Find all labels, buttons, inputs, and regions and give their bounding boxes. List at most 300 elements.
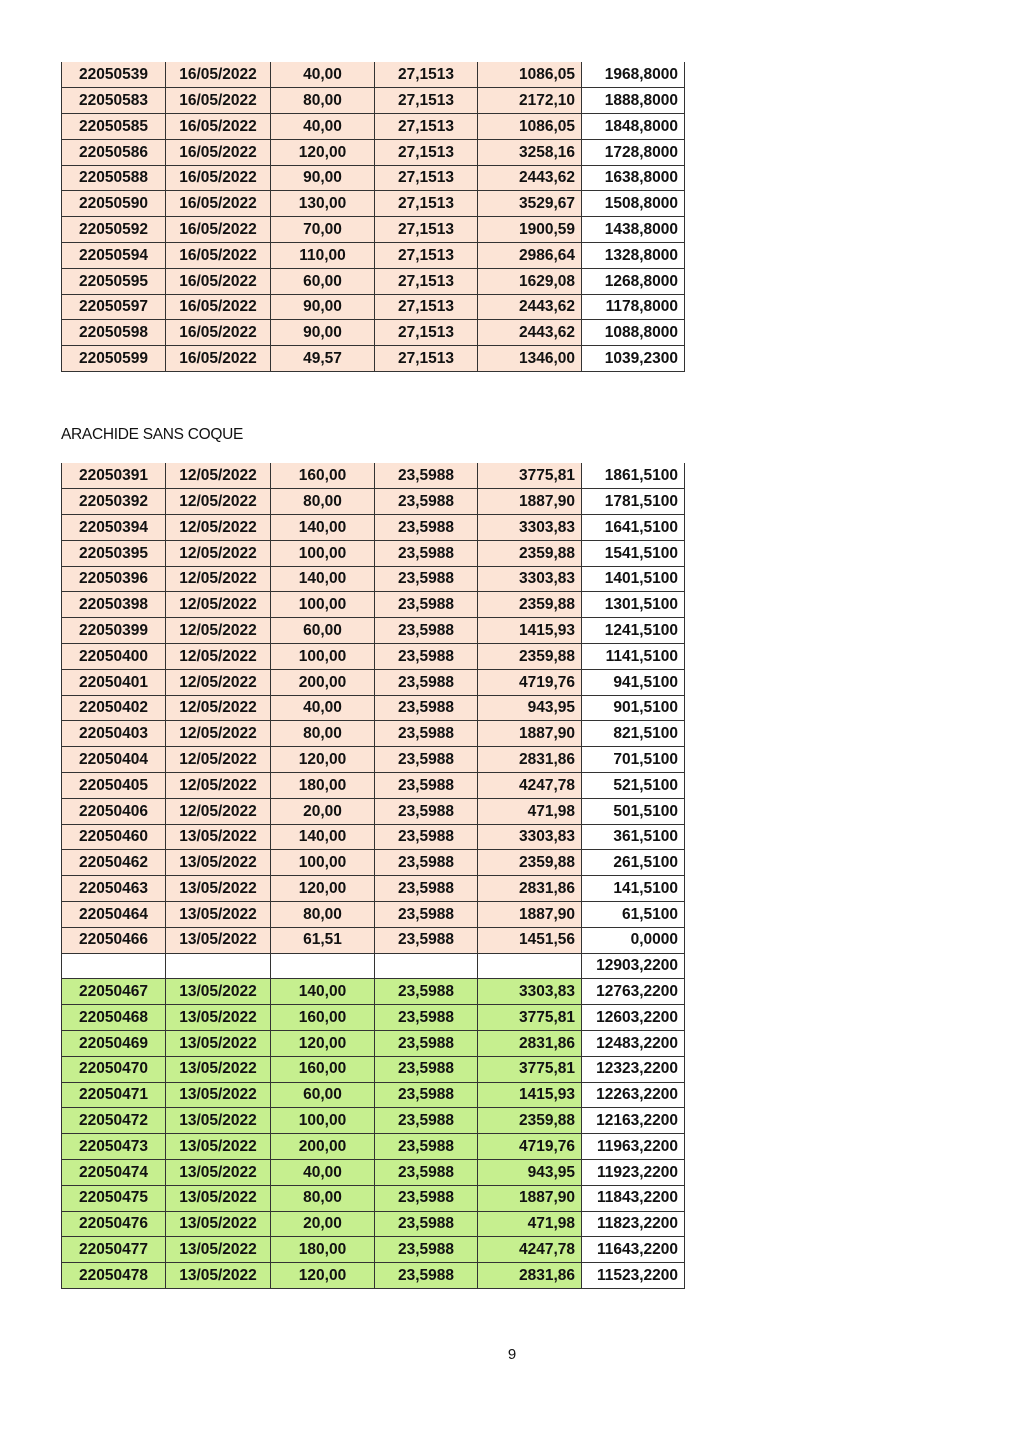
cell-balance: 11923,2200 — [582, 1160, 685, 1186]
cell-amount: 3303,83 — [478, 566, 582, 592]
cell-amount: 471,98 — [478, 1211, 582, 1237]
table-row — [62, 88, 685, 114]
table-row — [62, 191, 685, 217]
cell-date: 13/05/2022 — [166, 1237, 271, 1263]
cell-date: 13/05/2022 — [166, 1134, 271, 1160]
cell-lot-number: 22050394 — [62, 515, 166, 541]
cell-unit-price: 23,5988 — [375, 515, 478, 541]
cell-amount: 1086,05 — [478, 62, 582, 88]
cell-unit-price: 27,1513 — [375, 191, 478, 217]
cell-unit-price: 27,1513 — [375, 243, 478, 269]
table-row — [62, 566, 685, 592]
cell-date: 13/05/2022 — [166, 1031, 271, 1057]
table-row — [62, 721, 685, 747]
cell-amount: 2831,86 — [478, 747, 582, 773]
cell-date: 13/05/2022 — [166, 1211, 271, 1237]
cell-quantity: 90,00 — [271, 320, 375, 346]
table-row — [62, 1237, 685, 1263]
cell-balance: 1861,5100 — [582, 463, 685, 489]
cell-date: 13/05/2022 — [166, 1185, 271, 1211]
cell-quantity: 20,00 — [271, 1211, 375, 1237]
cell-quantity: 40,00 — [271, 695, 375, 721]
cell-date: 12/05/2022 — [166, 747, 271, 773]
cell-amount: 2443,62 — [478, 165, 582, 191]
cell-unit-price: 23,5988 — [375, 1185, 478, 1211]
cell-quantity: 140,00 — [271, 979, 375, 1005]
cell-balance: 141,5100 — [582, 876, 685, 902]
cell-unit-price: 23,5988 — [375, 979, 478, 1005]
table-row — [62, 489, 685, 515]
cell-date: 16/05/2022 — [166, 268, 271, 294]
cell-quantity: 49,57 — [271, 346, 375, 372]
cell-quantity: 60,00 — [271, 1082, 375, 1108]
table-row — [62, 294, 685, 320]
cell-amount: 1887,90 — [478, 489, 582, 515]
cell-unit-price: 27,1513 — [375, 139, 478, 165]
cell-date: 12/05/2022 — [166, 618, 271, 644]
cell-quantity: 60,00 — [271, 618, 375, 644]
cell-lot-number: 22050405 — [62, 773, 166, 799]
cell-amount: 1451,56 — [478, 927, 582, 953]
cell-date: 12/05/2022 — [166, 798, 271, 824]
cell-amount: 1629,08 — [478, 268, 582, 294]
cell-unit-price: 23,5988 — [375, 1082, 478, 1108]
cell-lot-number: 22050404 — [62, 747, 166, 773]
cell-date: 16/05/2022 — [166, 217, 271, 243]
cell-quantity: 160,00 — [271, 463, 375, 489]
table-row — [62, 62, 685, 88]
table-row — [62, 540, 685, 566]
cell-lot-number: 22050402 — [62, 695, 166, 721]
cell-amount: 1887,90 — [478, 902, 582, 928]
cell-quantity: 40,00 — [271, 1160, 375, 1186]
cell-unit-price: 23,5988 — [375, 1211, 478, 1237]
cell-lot-number: 22050590 — [62, 191, 166, 217]
ledger-table-1-body — [62, 62, 685, 372]
cell-lot-number: 22050400 — [62, 644, 166, 670]
cell-unit-price: 23,5988 — [375, 1160, 478, 1186]
cell-lot-number: 22050473 — [62, 1134, 166, 1160]
cell-quantity: 61,51 — [271, 927, 375, 953]
cell-date: 12/05/2022 — [166, 540, 271, 566]
cell-unit-price — [375, 953, 478, 979]
cell-date: 12/05/2022 — [166, 773, 271, 799]
cell-balance: 12323,2200 — [582, 1056, 685, 1082]
cell-balance: 11643,2200 — [582, 1237, 685, 1263]
cell-amount: 3775,81 — [478, 1005, 582, 1031]
table-row — [62, 927, 685, 953]
cell-balance: 12603,2200 — [582, 1005, 685, 1031]
cell-unit-price: 27,1513 — [375, 268, 478, 294]
cell-lot-number: 22050476 — [62, 1211, 166, 1237]
cell-balance: 1848,8000 — [582, 114, 685, 140]
cell-quantity: 140,00 — [271, 515, 375, 541]
cell-quantity — [271, 953, 375, 979]
cell-quantity: 80,00 — [271, 902, 375, 928]
cell-amount: 4247,78 — [478, 1237, 582, 1263]
cell-lot-number: 22050583 — [62, 88, 166, 114]
cell-quantity: 100,00 — [271, 850, 375, 876]
cell-unit-price: 23,5988 — [375, 1237, 478, 1263]
cell-amount: 1346,00 — [478, 346, 582, 372]
cell-balance: 1638,8000 — [582, 165, 685, 191]
cell-date: 13/05/2022 — [166, 979, 271, 1005]
cell-unit-price: 23,5988 — [375, 540, 478, 566]
cell-lot-number: 22050401 — [62, 669, 166, 695]
cell-balance: 12763,2200 — [582, 979, 685, 1005]
table-row — [62, 515, 685, 541]
cell-balance: 12903,2200 — [582, 953, 685, 979]
cell-date: 12/05/2022 — [166, 721, 271, 747]
table-row — [62, 979, 685, 1005]
table-row — [62, 1056, 685, 1082]
cell-unit-price: 27,1513 — [375, 88, 478, 114]
cell-amount: 3303,83 — [478, 979, 582, 1005]
cell-date: 12/05/2022 — [166, 463, 271, 489]
table-row — [62, 268, 685, 294]
cell-date: 16/05/2022 — [166, 88, 271, 114]
cell-balance: 1141,5100 — [582, 644, 685, 670]
cell-quantity: 90,00 — [271, 294, 375, 320]
cell-balance: 941,5100 — [582, 669, 685, 695]
cell-amount: 2831,86 — [478, 1263, 582, 1289]
cell-amount: 2359,88 — [478, 1108, 582, 1134]
cell-unit-price: 27,1513 — [375, 62, 478, 88]
cell-balance: 901,5100 — [582, 695, 685, 721]
table-row — [62, 346, 685, 372]
cell-balance: 1268,8000 — [582, 268, 685, 294]
cell-amount: 2443,62 — [478, 320, 582, 346]
cell-lot-number: 22050462 — [62, 850, 166, 876]
cell-amount: 1415,93 — [478, 618, 582, 644]
cell-amount: 3775,81 — [478, 1056, 582, 1082]
cell-balance: 0,0000 — [582, 927, 685, 953]
cell-date: 13/05/2022 — [166, 1082, 271, 1108]
page-number: 9 — [507, 1346, 517, 1363]
cell-lot-number — [62, 953, 166, 979]
table-row — [62, 1134, 685, 1160]
table-row — [62, 824, 685, 850]
cell-date: 13/05/2022 — [166, 876, 271, 902]
cell-quantity: 100,00 — [271, 540, 375, 566]
table-row — [62, 695, 685, 721]
cell-unit-price: 23,5988 — [375, 592, 478, 618]
cell-date: 13/05/2022 — [166, 927, 271, 953]
cell-balance: 261,5100 — [582, 850, 685, 876]
cell-unit-price: 23,5988 — [375, 1056, 478, 1082]
cell-balance: 821,5100 — [582, 721, 685, 747]
cell-lot-number: 22050396 — [62, 566, 166, 592]
cell-balance: 361,5100 — [582, 824, 685, 850]
cell-balance: 1541,5100 — [582, 540, 685, 566]
cell-unit-price: 23,5988 — [375, 927, 478, 953]
cell-date: 13/05/2022 — [166, 1056, 271, 1082]
cell-quantity: 120,00 — [271, 1031, 375, 1057]
cell-quantity: 180,00 — [271, 773, 375, 799]
cell-amount: 943,95 — [478, 695, 582, 721]
ledger-table-2-body — [62, 463, 685, 1289]
cell-quantity: 90,00 — [271, 165, 375, 191]
cell-lot-number: 22050403 — [62, 721, 166, 747]
cell-quantity: 130,00 — [271, 191, 375, 217]
subtotal-row — [62, 953, 685, 979]
cell-date: 12/05/2022 — [166, 515, 271, 541]
cell-lot-number: 22050471 — [62, 1082, 166, 1108]
cell-unit-price: 27,1513 — [375, 294, 478, 320]
table-row — [62, 798, 685, 824]
cell-amount: 2831,86 — [478, 876, 582, 902]
cell-unit-price: 23,5988 — [375, 566, 478, 592]
table-row — [62, 217, 685, 243]
cell-date: 16/05/2022 — [166, 320, 271, 346]
cell-quantity: 20,00 — [271, 798, 375, 824]
cell-lot-number: 22050477 — [62, 1237, 166, 1263]
cell-date: 12/05/2022 — [166, 695, 271, 721]
cell-unit-price: 23,5988 — [375, 644, 478, 670]
cell-date: 13/05/2022 — [166, 1005, 271, 1031]
cell-balance: 61,5100 — [582, 902, 685, 928]
table-row — [62, 876, 685, 902]
cell-unit-price: 23,5988 — [375, 1263, 478, 1289]
cell-lot-number: 22050468 — [62, 1005, 166, 1031]
cell-quantity: 60,00 — [271, 268, 375, 294]
cell-amount: 1086,05 — [478, 114, 582, 140]
cell-unit-price: 23,5988 — [375, 695, 478, 721]
cell-lot-number: 22050463 — [62, 876, 166, 902]
cell-amount: 943,95 — [478, 1160, 582, 1186]
cell-quantity: 200,00 — [271, 669, 375, 695]
cell-quantity: 120,00 — [271, 1263, 375, 1289]
cell-date: 13/05/2022 — [166, 850, 271, 876]
cell-balance: 1039,2300 — [582, 346, 685, 372]
cell-unit-price: 23,5988 — [375, 1031, 478, 1057]
cell-lot-number: 22050585 — [62, 114, 166, 140]
cell-balance: 1968,8000 — [582, 62, 685, 88]
cell-unit-price: 23,5988 — [375, 824, 478, 850]
cell-unit-price: 23,5988 — [375, 902, 478, 928]
cell-quantity: 110,00 — [271, 243, 375, 269]
table-row — [62, 1108, 685, 1134]
cell-date: 13/05/2022 — [166, 824, 271, 850]
table-row — [62, 1263, 685, 1289]
table-row — [62, 243, 685, 269]
cell-lot-number: 22050395 — [62, 540, 166, 566]
cell-date: 16/05/2022 — [166, 294, 271, 320]
cell-unit-price: 23,5988 — [375, 721, 478, 747]
cell-balance: 1641,5100 — [582, 515, 685, 541]
table-row — [62, 1185, 685, 1211]
cell-balance: 1888,8000 — [582, 88, 685, 114]
cell-balance: 1301,5100 — [582, 592, 685, 618]
cell-unit-price: 23,5988 — [375, 618, 478, 644]
cell-unit-price: 27,1513 — [375, 165, 478, 191]
cell-amount: 1887,90 — [478, 1185, 582, 1211]
cell-quantity: 120,00 — [271, 139, 375, 165]
cell-lot-number: 22050598 — [62, 320, 166, 346]
cell-lot-number: 22050474 — [62, 1160, 166, 1186]
cell-balance: 12263,2200 — [582, 1082, 685, 1108]
cell-quantity: 100,00 — [271, 1108, 375, 1134]
table-row — [62, 114, 685, 140]
cell-lot-number: 22050599 — [62, 346, 166, 372]
table-row — [62, 773, 685, 799]
cell-date: 12/05/2022 — [166, 566, 271, 592]
cell-balance: 1328,8000 — [582, 243, 685, 269]
cell-lot-number: 22050594 — [62, 243, 166, 269]
cell-balance: 1438,8000 — [582, 217, 685, 243]
cell-date: 12/05/2022 — [166, 489, 271, 515]
cell-date — [166, 953, 271, 979]
cell-date: 13/05/2022 — [166, 902, 271, 928]
cell-balance: 1241,5100 — [582, 618, 685, 644]
cell-amount: 3529,67 — [478, 191, 582, 217]
cell-quantity: 80,00 — [271, 88, 375, 114]
cell-quantity: 80,00 — [271, 721, 375, 747]
cell-date: 12/05/2022 — [166, 644, 271, 670]
cell-amount: 2443,62 — [478, 294, 582, 320]
table-row — [62, 618, 685, 644]
cell-unit-price: 23,5988 — [375, 1134, 478, 1160]
cell-unit-price: 23,5988 — [375, 489, 478, 515]
cell-balance: 501,5100 — [582, 798, 685, 824]
cell-amount: 471,98 — [478, 798, 582, 824]
cell-balance: 1781,5100 — [582, 489, 685, 515]
cell-lot-number: 22050464 — [62, 902, 166, 928]
cell-quantity: 100,00 — [271, 644, 375, 670]
cell-amount: 1900,59 — [478, 217, 582, 243]
cell-amount: 2986,64 — [478, 243, 582, 269]
section-title: ARACHIDE SANS COQUE — [61, 426, 244, 443]
cell-date: 16/05/2022 — [166, 165, 271, 191]
cell-quantity: 40,00 — [271, 62, 375, 88]
cell-unit-price: 23,5988 — [375, 669, 478, 695]
cell-lot-number: 22050597 — [62, 294, 166, 320]
ledger-table-2 — [61, 463, 685, 1289]
cell-lot-number: 22050399 — [62, 618, 166, 644]
cell-balance: 1178,8000 — [582, 294, 685, 320]
cell-lot-number: 22050478 — [62, 1263, 166, 1289]
cell-quantity: 160,00 — [271, 1056, 375, 1082]
cell-amount: 2172,10 — [478, 88, 582, 114]
cell-quantity: 40,00 — [271, 114, 375, 140]
cell-quantity: 140,00 — [271, 566, 375, 592]
table-row — [62, 1082, 685, 1108]
cell-date: 12/05/2022 — [166, 669, 271, 695]
cell-amount: 2359,88 — [478, 540, 582, 566]
cell-date: 16/05/2022 — [166, 114, 271, 140]
cell-lot-number: 22050467 — [62, 979, 166, 1005]
cell-amount: 3775,81 — [478, 463, 582, 489]
cell-lot-number: 22050392 — [62, 489, 166, 515]
table-row — [62, 165, 685, 191]
table-row — [62, 139, 685, 165]
cell-lot-number: 22050469 — [62, 1031, 166, 1057]
cell-lot-number: 22050588 — [62, 165, 166, 191]
cell-amount: 1887,90 — [478, 721, 582, 747]
cell-lot-number: 22050460 — [62, 824, 166, 850]
cell-quantity: 100,00 — [271, 592, 375, 618]
cell-amount: 2359,88 — [478, 644, 582, 670]
cell-quantity: 120,00 — [271, 747, 375, 773]
table-row — [62, 1211, 685, 1237]
cell-date: 13/05/2022 — [166, 1263, 271, 1289]
cell-balance: 11963,2200 — [582, 1134, 685, 1160]
cell-unit-price: 23,5988 — [375, 747, 478, 773]
cell-lot-number: 22050472 — [62, 1108, 166, 1134]
cell-balance: 11823,2200 — [582, 1211, 685, 1237]
cell-lot-number: 22050539 — [62, 62, 166, 88]
cell-lot-number: 22050470 — [62, 1056, 166, 1082]
cell-quantity: 140,00 — [271, 824, 375, 850]
cell-unit-price: 23,5988 — [375, 1005, 478, 1031]
cell-amount: 1415,93 — [478, 1082, 582, 1108]
cell-amount: 3303,83 — [478, 515, 582, 541]
cell-amount: 2359,88 — [478, 592, 582, 618]
cell-balance: 521,5100 — [582, 773, 685, 799]
cell-date: 13/05/2022 — [166, 1108, 271, 1134]
cell-quantity: 120,00 — [271, 876, 375, 902]
table-row — [62, 850, 685, 876]
cell-amount: 3303,83 — [478, 824, 582, 850]
cell-unit-price: 23,5988 — [375, 876, 478, 902]
cell-date: 16/05/2022 — [166, 243, 271, 269]
cell-quantity: 80,00 — [271, 489, 375, 515]
cell-amount — [478, 953, 582, 979]
cell-date: 16/05/2022 — [166, 62, 271, 88]
cell-lot-number: 22050592 — [62, 217, 166, 243]
table-row — [62, 1005, 685, 1031]
cell-quantity: 160,00 — [271, 1005, 375, 1031]
table-row — [62, 747, 685, 773]
table-row — [62, 902, 685, 928]
cell-unit-price: 23,5988 — [375, 1108, 478, 1134]
cell-date: 16/05/2022 — [166, 191, 271, 217]
cell-lot-number: 22050466 — [62, 927, 166, 953]
cell-amount: 4247,78 — [478, 773, 582, 799]
cell-balance: 11843,2200 — [582, 1185, 685, 1211]
cell-balance: 1508,8000 — [582, 191, 685, 217]
cell-balance: 12483,2200 — [582, 1031, 685, 1057]
cell-amount: 4719,76 — [478, 669, 582, 695]
cell-balance: 12163,2200 — [582, 1108, 685, 1134]
table-row — [62, 1160, 685, 1186]
cell-quantity: 80,00 — [271, 1185, 375, 1211]
cell-lot-number: 22050586 — [62, 139, 166, 165]
cell-balance: 11523,2200 — [582, 1263, 685, 1289]
cell-unit-price: 27,1513 — [375, 320, 478, 346]
cell-lot-number: 22050595 — [62, 268, 166, 294]
cell-unit-price: 23,5988 — [375, 463, 478, 489]
ledger-table-1 — [61, 62, 685, 372]
cell-unit-price: 27,1513 — [375, 114, 478, 140]
cell-date: 12/05/2022 — [166, 592, 271, 618]
cell-balance: 1728,8000 — [582, 139, 685, 165]
cell-date: 16/05/2022 — [166, 346, 271, 372]
cell-unit-price: 27,1513 — [375, 346, 478, 372]
table-row — [62, 669, 685, 695]
cell-amount: 4719,76 — [478, 1134, 582, 1160]
cell-lot-number: 22050475 — [62, 1185, 166, 1211]
cell-amount: 3258,16 — [478, 139, 582, 165]
cell-lot-number: 22050398 — [62, 592, 166, 618]
cell-date: 16/05/2022 — [166, 139, 271, 165]
cell-balance: 701,5100 — [582, 747, 685, 773]
table-row — [62, 320, 685, 346]
cell-amount: 2359,88 — [478, 850, 582, 876]
cell-amount: 2831,86 — [478, 1031, 582, 1057]
cell-lot-number: 22050406 — [62, 798, 166, 824]
cell-unit-price: 23,5988 — [375, 850, 478, 876]
